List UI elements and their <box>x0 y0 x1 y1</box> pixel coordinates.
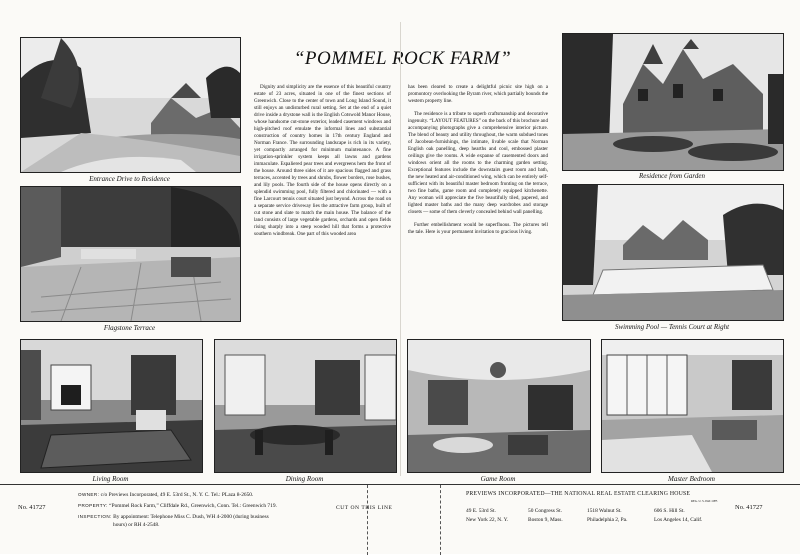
caption-entrance: Entrance Drive to Residence <box>89 175 170 183</box>
caption-pool: Swimming Pool — Tennis Court at Right <box>614 323 730 331</box>
inspection-line <box>78 512 269 522</box>
cut-divider-right <box>440 485 441 555</box>
company-name: PREVIEWS INCORPORATED—THE NATIONAL REAL ESTATE CLEARING HOUSE <box>466 491 691 497</box>
text-column-1 <box>254 84 391 334</box>
inspection-line-2: hours) or RH 4-2548. <box>113 522 160 528</box>
caption-dining: Dining Room <box>285 475 324 483</box>
entrance-drive-photo <box>20 37 241 173</box>
owner-label: OWNER: <box>78 492 100 497</box>
property-value: “Pommel Rock Farm,” Cliffdale Rd., Greenwich, Conn. Tel.: Greenwich 719. <box>109 503 277 509</box>
body-paragraph: Dignity and simplicity are the essence of this beautiful country estate of 23 acres, situated in one of the finest sections of Greenwich. Close to the center of town and Long Island Sound, it still enjoys an undisturbed rural setting. Set at the end of a quiet drive inside a drystone wall is the English Cotswold Manor House, whose handsome cut-stone exterior, leaded casement windows and high-pitched roof emulate the informal lines and substantial construction of country homes in 17th century England and Norman France. The surrounding landscape is rich in its variety, yet compactly arranged for minimum maintenance. A fine irrigation-sprinkler system keeps all lawns and gardens immaculate. Espaliered pear trees and evergreens hem the front of the house. Around three sides of it are spacious flagged and grass terraces, accented by trees and shrubs, flower borders, rose bushes, and lily pools. The fourth side of the house opens directly on a splendid swimming pool, fully filtered and chlorinated — with a fine Larcourt tennis court situated just beyond. Across the road on a separate service driveway lies the attractive farm group, built of cut stone and slate to match the main house. The balance of the land consists of large vegetable gardens, orchards and open fields rising sharply into a steep wooded hill that forms a protective southern windbreak. One part of this wooded area <box>254 84 391 237</box>
office-4 <box>654 507 702 525</box>
listing-number-right: No. 41727 <box>735 504 763 511</box>
cut-instruction: CUT ON THIS LINE <box>336 505 393 511</box>
property-line <box>78 501 277 511</box>
body-paragraph: The residence is a tribute to superb craftsmanship and decorative ingenuity. “LAYOUT FEATURES” on the back of this brochure and accompanying photographs give a comprehensive interior picture. The blend of beauty and utility throughout, the warm subdued tones of Jacobean-furnishings, the intimate, livable scale that Norman English oak panelling, deep hearths and cool, embossed plaster ceilings give the rooms. A wide expanse of casemented doors and windows orient all the rooms to the charming garden setting. Exceptional features include the downstairs guest room and bath, the new heated and air-conditioned wing, which can be entirely self-sufficient with its beautiful master bedroom fronting on the terrace, two fine baths, game room and completely equipped kitchenette. Any woman will appreciate the five beautifully tiled, papered, and lighted master baths and the many deep wardrobes and storage closets — some of them cleverly concealed behind wall panelling. <box>408 111 548 215</box>
office-city: New York 22, N. Y. <box>466 517 509 523</box>
office-street: 606 S. Hill St. <box>654 508 685 514</box>
residence-garden-photo <box>562 33 784 171</box>
office-street: 49 E. 53rd St. <box>466 508 496 514</box>
dining-room-photo <box>214 339 397 473</box>
game-room-photo <box>407 339 591 473</box>
property-label: PROPERTY: <box>78 503 108 508</box>
office-city: Philadelphia 2, Pa. <box>587 517 628 523</box>
office-2 <box>528 507 563 525</box>
cut-divider <box>367 485 368 555</box>
page-fold <box>400 22 401 476</box>
office-street: 50 Congress St. <box>528 508 562 514</box>
office-street: 1518 Walnut St. <box>587 508 622 514</box>
caption-game: Game Room <box>480 475 516 483</box>
swimming-pool-photo <box>562 184 784 321</box>
info-footer <box>0 484 800 555</box>
office-1 <box>466 507 508 525</box>
living-room-photo <box>20 339 203 473</box>
flagstone-terrace-photo <box>20 186 241 322</box>
office-city: Boston 9, Mass. <box>528 517 563 523</box>
master-bedroom-photo <box>601 339 784 473</box>
body-paragraph: Further embellishment would be superfluous. The pictures tell the tale. Here is your permanent invitation to gracious living. <box>408 222 548 235</box>
caption-living: Living Room <box>92 475 129 483</box>
owner-value: c/o Previews Incorporated, 49 E. 53rd St., N. Y. C. Tel.: PLaza 8-2650. <box>100 492 254 498</box>
office-city: Los Angeles 14, Calif. <box>654 517 703 523</box>
office-3 <box>587 507 627 525</box>
company-reg: REG. U. S. PAT. OFF. <box>691 499 718 503</box>
text-column-2 <box>408 84 548 334</box>
caption-residence: Residence from Garden <box>639 172 705 180</box>
listing-number-left: No. 41727 <box>18 504 46 511</box>
inspection-label: INSPECTION: <box>78 514 112 519</box>
caption-terrace: Flagstone Terrace <box>103 324 156 332</box>
brochure-title: “POMMEL ROCK FARM” <box>293 48 512 69</box>
caption-bedroom: Master Bedroom <box>668 475 715 483</box>
body-paragraph: has been cleared to create a delightful picnic site high on a promontory overlooking the Byram river, which partially bounds the western property line. <box>408 84 548 104</box>
inspection-value: By appointment: Telephone Miss C. Dush, WH 4-2000 (during business <box>113 514 269 520</box>
owner-line <box>78 490 253 500</box>
